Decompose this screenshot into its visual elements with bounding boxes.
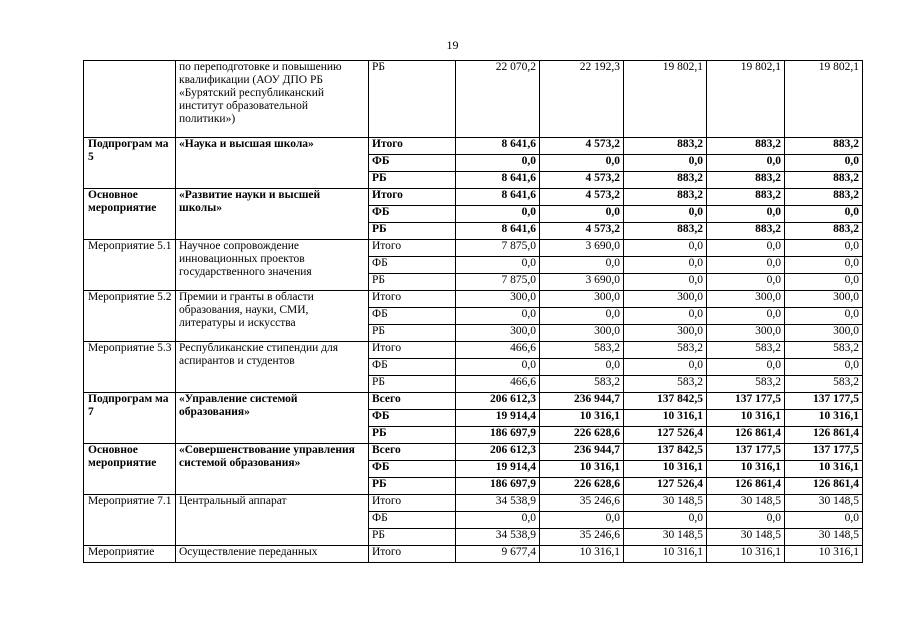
value-cell: 19 802,1 <box>624 61 707 138</box>
funding-source: ФБ <box>369 410 456 427</box>
value-cell: 236 944,7 <box>540 444 624 461</box>
value-cell: 883,2 <box>785 138 863 155</box>
value-cell: 583,2 <box>540 376 624 393</box>
value-cell: 22 070,2 <box>456 61 540 138</box>
value-cell: 0,0 <box>707 240 785 257</box>
value-cell: 30 148,5 <box>707 529 785 546</box>
value-cell: 30 148,5 <box>785 495 863 512</box>
value-cell: 137 177,5 <box>707 393 785 410</box>
funding-source: Итого <box>369 495 456 512</box>
funding-source: ФБ <box>369 308 456 325</box>
value-cell: 22 192,3 <box>540 61 624 138</box>
value-cell: 30 148,5 <box>785 529 863 546</box>
row-label: Мероприятие 5.3 <box>84 342 176 393</box>
value-cell: 883,2 <box>707 189 785 206</box>
funding-source: Всего <box>369 444 456 461</box>
value-cell: 30 148,5 <box>707 495 785 512</box>
value-cell: 300,0 <box>456 325 540 342</box>
value-cell: 8 641,6 <box>456 223 540 240</box>
value-cell: 19 914,4 <box>456 461 540 478</box>
funding-source: Итого <box>369 342 456 359</box>
value-cell: 0,0 <box>456 206 540 223</box>
value-cell: 300,0 <box>456 291 540 308</box>
value-cell: 0,0 <box>785 308 863 325</box>
value-cell: 126 861,4 <box>707 478 785 495</box>
value-cell: 35 246,6 <box>540 495 624 512</box>
funding-source: РБ <box>369 376 456 393</box>
funding-source: Итого <box>369 240 456 257</box>
funding-source: Итого <box>369 138 456 155</box>
value-cell: 0,0 <box>456 155 540 172</box>
row-description: Осуществление переданных <box>176 546 369 563</box>
row-label: Мероприятие 5.2 <box>84 291 176 342</box>
funding-source: ФБ <box>369 512 456 529</box>
row-description: «Наука и высшая школа» <box>176 138 369 189</box>
value-cell: 30 148,5 <box>624 529 707 546</box>
value-cell: 583,2 <box>785 376 863 393</box>
value-cell: 35 246,6 <box>540 529 624 546</box>
funding-source: ФБ <box>369 155 456 172</box>
funding-source: РБ <box>369 223 456 240</box>
value-cell: 466,6 <box>456 376 540 393</box>
value-cell: 137 177,5 <box>707 444 785 461</box>
value-cell: 0,0 <box>624 308 707 325</box>
value-cell: 466,6 <box>456 342 540 359</box>
row-label: Основное мероприятие <box>84 444 176 495</box>
funding-source: Итого <box>369 546 456 563</box>
value-cell: 0,0 <box>785 512 863 529</box>
value-cell: 300,0 <box>785 291 863 308</box>
value-cell: 583,2 <box>624 342 707 359</box>
row-description: Республиканские стипендии для аспирантов и студентов <box>176 342 369 393</box>
value-cell: 226 628,6 <box>540 478 624 495</box>
value-cell: 7 875,0 <box>456 240 540 257</box>
value-cell: 883,2 <box>707 223 785 240</box>
value-cell: 583,2 <box>707 342 785 359</box>
value-cell: 0,0 <box>624 274 707 291</box>
row-description: «Совершенствование управления системой образования» <box>176 444 369 495</box>
value-cell: 0,0 <box>785 240 863 257</box>
value-cell: 583,2 <box>540 342 624 359</box>
value-cell: 0,0 <box>540 257 624 274</box>
value-cell: 236 944,7 <box>540 393 624 410</box>
row-label: Основное мероприятие <box>84 189 176 240</box>
value-cell: 4 573,2 <box>540 172 624 189</box>
value-cell: 126 861,4 <box>785 478 863 495</box>
value-cell: 9 677,4 <box>456 546 540 563</box>
value-cell: 10 316,1 <box>540 461 624 478</box>
value-cell: 19 802,1 <box>707 61 785 138</box>
value-cell: 0,0 <box>624 240 707 257</box>
value-cell: 0,0 <box>456 359 540 376</box>
value-cell: 30 148,5 <box>624 495 707 512</box>
row-label: Подпрограм ма 5 <box>84 138 176 189</box>
value-cell: 0,0 <box>707 155 785 172</box>
value-cell: 0,0 <box>785 257 863 274</box>
funding-source: РБ <box>369 172 456 189</box>
value-cell: 0,0 <box>707 257 785 274</box>
row-label: Мероприятие 7.1 <box>84 495 176 546</box>
page-number: 19 <box>446 38 459 52</box>
value-cell: 186 697,9 <box>456 427 540 444</box>
row-label: Мероприятие <box>84 546 176 563</box>
value-cell: 0,0 <box>707 206 785 223</box>
value-cell: 0,0 <box>540 206 624 223</box>
value-cell: 883,2 <box>785 223 863 240</box>
row-description: «Управление системой образования» <box>176 393 369 444</box>
value-cell: 0,0 <box>707 308 785 325</box>
funding-source: РБ <box>369 427 456 444</box>
value-cell: 10 316,1 <box>707 461 785 478</box>
value-cell: 8 641,6 <box>456 138 540 155</box>
value-cell: 0,0 <box>540 359 624 376</box>
value-cell: 206 612,3 <box>456 393 540 410</box>
value-cell: 8 641,6 <box>456 172 540 189</box>
value-cell: 0,0 <box>785 274 863 291</box>
value-cell: 7 875,0 <box>456 274 540 291</box>
value-cell: 10 316,1 <box>785 546 863 563</box>
value-cell: 34 538,9 <box>456 529 540 546</box>
row-label <box>84 61 176 138</box>
value-cell: 583,2 <box>785 342 863 359</box>
value-cell: 0,0 <box>707 274 785 291</box>
row-label: Мероприятие 5.1 <box>84 240 176 291</box>
funding-source: Итого <box>369 189 456 206</box>
value-cell: 126 861,4 <box>785 427 863 444</box>
funding-source: ФБ <box>369 257 456 274</box>
value-cell: 3 690,0 <box>540 240 624 257</box>
value-cell: 186 697,9 <box>456 478 540 495</box>
value-cell: 0,0 <box>624 359 707 376</box>
row-description: Центральный аппарат <box>176 495 369 546</box>
value-cell: 300,0 <box>624 291 707 308</box>
value-cell: 0,0 <box>624 155 707 172</box>
value-cell: 19 802,1 <box>785 61 863 138</box>
funding-source: Итого <box>369 291 456 308</box>
value-cell: 0,0 <box>785 155 863 172</box>
value-cell: 8 641,6 <box>456 189 540 206</box>
funding-source: РБ <box>369 274 456 291</box>
value-cell: 0,0 <box>785 206 863 223</box>
value-cell: 10 316,1 <box>540 546 624 563</box>
value-cell: 0,0 <box>707 359 785 376</box>
value-cell: 10 316,1 <box>624 461 707 478</box>
value-cell: 300,0 <box>624 325 707 342</box>
value-cell: 0,0 <box>456 257 540 274</box>
value-cell: 300,0 <box>540 325 624 342</box>
funding-source: РБ <box>369 61 456 138</box>
value-cell: 883,2 <box>707 138 785 155</box>
value-cell: 10 316,1 <box>707 410 785 427</box>
funding-source: ФБ <box>369 359 456 376</box>
value-cell: 10 316,1 <box>624 410 707 427</box>
value-cell: 4 573,2 <box>540 138 624 155</box>
value-cell: 19 914,4 <box>456 410 540 427</box>
value-cell: 4 573,2 <box>540 189 624 206</box>
value-cell: 206 612,3 <box>456 444 540 461</box>
value-cell: 883,2 <box>624 172 707 189</box>
value-cell: 137 177,5 <box>785 444 863 461</box>
row-description: «Развитие науки и высшей школы» <box>176 189 369 240</box>
value-cell: 300,0 <box>707 291 785 308</box>
value-cell: 300,0 <box>707 325 785 342</box>
value-cell: 137 177,5 <box>785 393 863 410</box>
value-cell: 0,0 <box>624 512 707 529</box>
funding-source: РБ <box>369 478 456 495</box>
value-cell: 0,0 <box>456 512 540 529</box>
value-cell: 883,2 <box>785 189 863 206</box>
value-cell: 0,0 <box>540 308 624 325</box>
value-cell: 300,0 <box>540 291 624 308</box>
value-cell: 0,0 <box>707 512 785 529</box>
value-cell: 583,2 <box>624 376 707 393</box>
value-cell: 883,2 <box>624 189 707 206</box>
value-cell: 0,0 <box>540 155 624 172</box>
value-cell: 583,2 <box>707 376 785 393</box>
value-cell: 10 316,1 <box>785 461 863 478</box>
value-cell: 127 526,4 <box>624 427 707 444</box>
funding-source: ФБ <box>369 206 456 223</box>
value-cell: 883,2 <box>624 138 707 155</box>
value-cell: 137 842,5 <box>624 444 707 461</box>
value-cell: 34 538,9 <box>456 495 540 512</box>
row-description: Научное сопровождение инновационных проектов государственного значения <box>176 240 369 291</box>
value-cell: 0,0 <box>624 257 707 274</box>
value-cell: 0,0 <box>456 308 540 325</box>
budget-table <box>83 60 863 563</box>
value-cell: 10 316,1 <box>540 410 624 427</box>
value-cell: 0,0 <box>785 359 863 376</box>
value-cell: 10 316,1 <box>624 546 707 563</box>
value-cell: 883,2 <box>707 172 785 189</box>
value-cell: 3 690,0 <box>540 274 624 291</box>
value-cell: 4 573,2 <box>540 223 624 240</box>
row-description: Премии и гранты в области образования, науки, СМИ, литературы и искусства <box>176 291 369 342</box>
value-cell: 126 861,4 <box>707 427 785 444</box>
funding-source: РБ <box>369 529 456 546</box>
funding-source: ФБ <box>369 461 456 478</box>
funding-source: РБ <box>369 325 456 342</box>
funding-source: Всего <box>369 393 456 410</box>
value-cell: 0,0 <box>624 206 707 223</box>
value-cell: 127 526,4 <box>624 478 707 495</box>
value-cell: 226 628,6 <box>540 427 624 444</box>
value-cell: 0,0 <box>540 512 624 529</box>
value-cell: 10 316,1 <box>785 410 863 427</box>
value-cell: 300,0 <box>785 325 863 342</box>
value-cell: 137 842,5 <box>624 393 707 410</box>
value-cell: 883,2 <box>624 223 707 240</box>
row-description: по переподготовке и повышению квалификации (АОУ ДПО РБ «Бурятский республиканский институт образовательной политики») <box>176 61 369 138</box>
value-cell: 883,2 <box>785 172 863 189</box>
row-label: Подпрограм ма 7 <box>84 393 176 444</box>
value-cell: 10 316,1 <box>707 546 785 563</box>
